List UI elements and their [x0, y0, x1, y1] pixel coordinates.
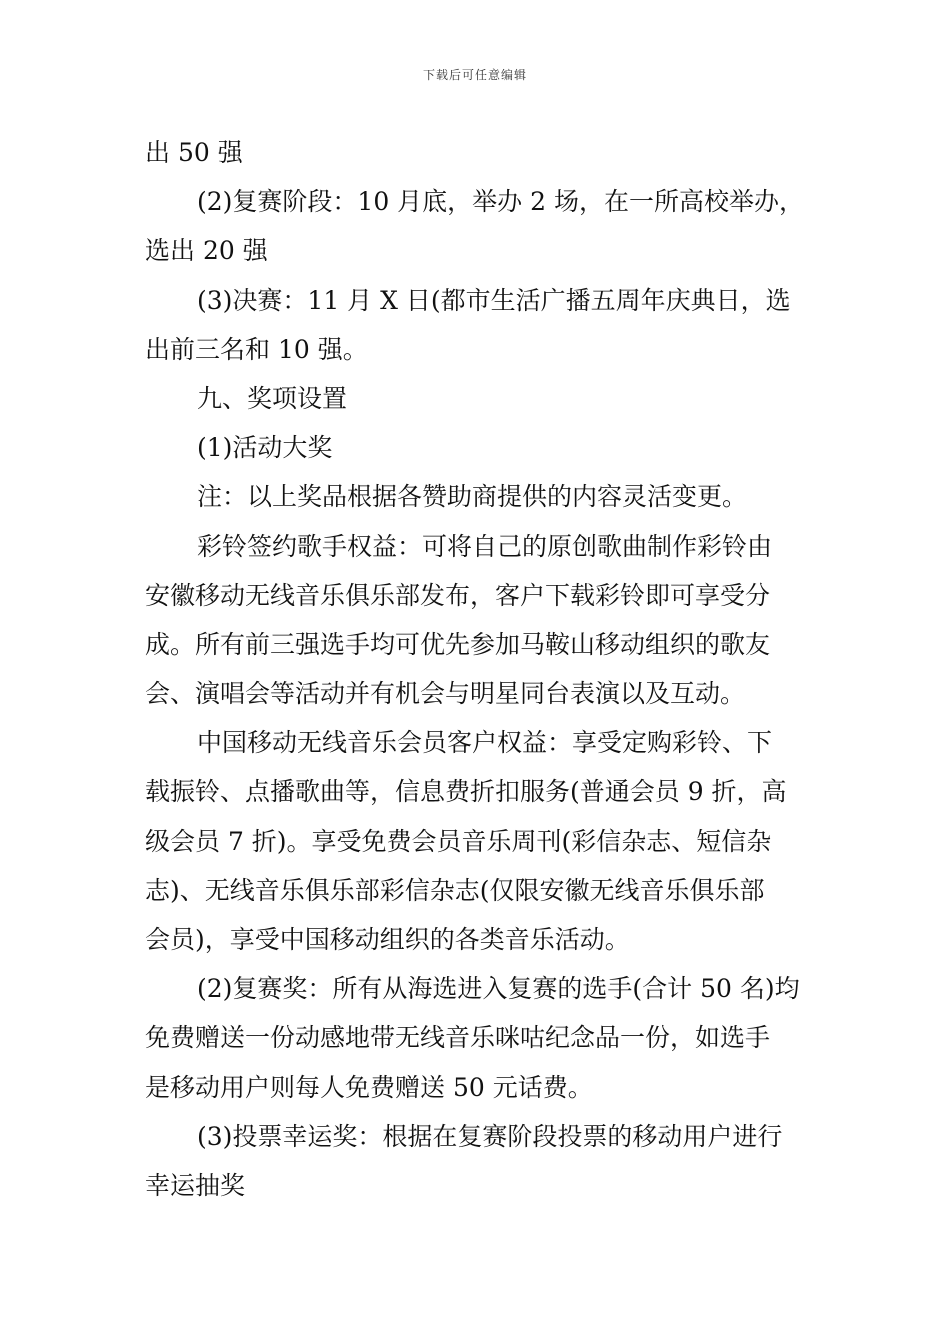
text-line: 成。所有前三强选手均可优先参加马鞍山移动组织的歌友 [145, 629, 771, 659]
text-line: 会员)，享受中国移动组织的各类音乐活动。 [145, 925, 630, 954]
text-line: 出前三名和 10 强。 [145, 334, 368, 364]
text-line: 志)、无线音乐俱乐部彩信杂志(仅限安徽无线音乐俱乐部 [145, 875, 765, 905]
text-line: 彩铃签约歌手权益：可将自己的原创歌曲制作彩铃由 [197, 531, 773, 561]
text-line: 免费赠送一份动感地带无线音乐咪咕纪念品一份，如选手 [145, 1023, 771, 1053]
text-line: 载振铃、点播歌曲等，信息费折扣服务(普通会员 9 折，高 [145, 777, 787, 807]
text-line: 出 50 强 [145, 138, 243, 167]
text-line: 是移动用户则每人免费赠送 50 元话费。 [145, 1072, 593, 1102]
text-line: (3)决赛：11 月 X 日(都市生活广播五周年庆典日，选 [197, 285, 791, 315]
text-line: 幸运抽奖 [145, 1170, 246, 1200]
page-header: 下载后可任意编辑 [422, 68, 527, 82]
text-line: 级会员 7 折)。享受免费会员音乐周刊(彩信杂志、短信杂 [145, 826, 772, 856]
document-body [145, 128, 807, 1210]
text-line: (1)活动大奖 [197, 433, 333, 463]
text-line: (3)投票幸运奖：根据在复赛阶段投票的移动用户进行 [197, 1121, 783, 1151]
text-line: 注：以上奖品根据各赞助商提供的内容灵活变更。 [197, 482, 748, 512]
text-line: 中国移动无线音乐会员客户权益：享受定购彩铃、下 [197, 728, 773, 758]
section-heading: 九、奖项设置 [197, 383, 348, 413]
text-line: 安徽移动无线音乐俱乐部发布，客户下载彩铃即可享受分 [145, 580, 771, 610]
text-line: (2)复赛奖：所有从海选进入复赛的选手(合计 50 名)均 [197, 974, 800, 1004]
text-line: (2)复赛阶段：10 月底，举办 2 场，在一所高校举办， [197, 187, 804, 217]
text-line: 选出 20 强 [145, 236, 268, 266]
text-line: 会、演唱会等活动并有机会与明星同台表演以及互动。 [145, 679, 746, 709]
